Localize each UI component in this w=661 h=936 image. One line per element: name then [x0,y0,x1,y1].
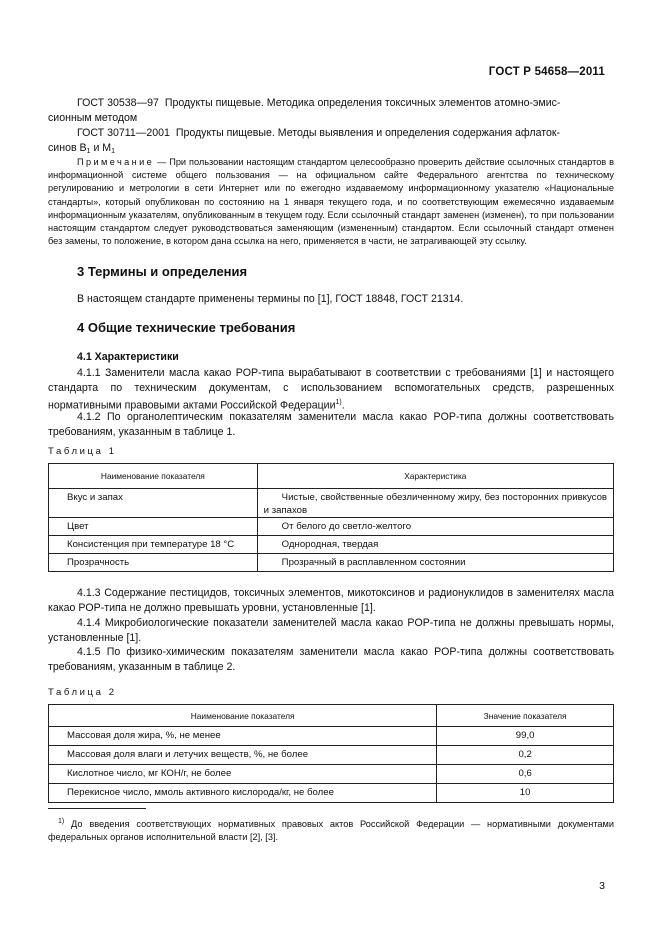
reference-title: Продукты пищевые. Методика определения токсичных элементов атомно-эмис- [164,97,561,109]
table-2-cell: Массовая доля влаги и летучих веществ, %, не более [49,746,437,765]
table-2-header-name: Наименование показателя [49,705,437,727]
subsection-4-1-heading: 4.1 Характеристики [77,351,179,363]
table-1-header-name: Наименование показателя [49,464,258,489]
table-2-value: 0,6 [437,765,614,784]
table-2-value: 10 [437,784,614,803]
paragraph-4-1-1 [48,366,614,413]
reference-title-cont-a: синов В [48,141,87,154]
note-label: Примечание [77,157,155,167]
table-1-cell: Цвет [49,518,258,536]
section-3-heading: 3 Термины и определения [77,264,248,279]
footnote-mark: 1) [58,818,65,825]
paragraph-4-1-1-text: 4.1.1 Заменители масла какао POP-типа вырабатывают в соответствии с требованиями [1] и настоящего стандарта по техническим документам, с использованием вспомогательных средств, разрешенных нормативными правовыми актами Российской Федерации [48,367,614,412]
table-1-header-characteristic: Характеристика [257,464,613,489]
table-1-cell: Прозрачность [49,554,258,572]
table-1-cell: От белого до светло-желтого [257,518,613,536]
paragraph-end: . [341,399,345,412]
table-2-value: 99,0 [437,727,614,746]
table-1 [48,463,614,572]
section-3-text: В настоящем стандарте применены термины по [1], ГОСТ 18848, ГОСТ 21314. [77,293,464,305]
subscript-b1: 1 [86,147,91,155]
footnote [48,815,614,844]
table-1-caption: Таблица 1 [48,446,117,457]
footnote-text: До введения соответствующих нормативных правовых актов Российской Федерации — нормативными документами федеральных органов исполнительной власти [2], [3]. [48,819,614,843]
table-1-cell: Консистенция при температуре 18 °С [49,536,258,554]
table-2-cell: Кислотное число, мг КОН/г, не более [49,765,437,784]
footnote-ref: 1) [335,398,342,406]
table-1-cell: Вкус и запах [49,489,258,518]
reference-title: Продукты пищевые. Методы выявления и определения содержания афлаток- [175,127,561,139]
page-number: 3 [599,880,605,892]
paragraph-4-1-2: 4.1.2 По органолептическим показателям заменители масла какао POP-типа должны соответствовать требованиям, указанным в таблице 1. [48,411,614,438]
table-2-value: 0,2 [437,746,614,765]
reference-code: ГОСТ 30538—97 [77,97,159,109]
table-2-cell: Перекисное число, ммоль активного кислорода/кг, не более [49,784,437,803]
footnote-separator [48,808,146,809]
reference-note [48,156,614,248]
section-4-heading: 4 Общие технические требования [77,320,296,335]
paragraph-4-1-4: 4.1.4 Микробиологические показатели заменителей масла какао POP-типа не должны превышать нормы, установленные [1]. [48,617,614,644]
subscript-m1: 1 [111,147,116,155]
reference-gost-30711 [48,126,614,160]
table-2 [48,704,614,803]
table-2-cell: Массовая доля жира, %, не менее [49,727,437,746]
table-1-cell: Однородная, твердая [257,536,613,554]
reference-gost-30538 [48,96,614,126]
table-1-cell [257,489,613,518]
reference-title-cont-b: и М [90,141,112,154]
reference-title-cont: сионным методом [48,111,138,124]
table-2-header-value: Значение показателя [437,705,614,727]
note-text: — При пользовании настоящим стандартом целесообразно проверить действие ссылочных стандартов в информационной системе общего пользования — на официальном сайте Федерального агентства по техническому регулированию и метрологии в сети Интернет или по ежегодно издаваемому информационному указателю «Национальные стандарты», который опубликован по состоянию на 1 января текущего года, и по соответствующим ежемесячно издаваемым информационным указателям, опубликованным в текущем году. Если ссылочный стандарт заменен (изменен), то при пользовании настоящим стандартом следует руководствоваться заменяющим (измененным) стандартом. Если ссылочный стандарт отменен без замены, то положение, в котором дана ссылка на него, применяется в части, не затрагивающей эту ссылку. [48,157,614,247]
table-1-cell-text: Чистые, свойственные обезличенному жиру, без посторонних привкусов и запахов [263,492,607,516]
paragraph-4-1-3: 4.1.3 Содержание пестицидов, токсичных элементов, микотоксинов и радионуклидов в заменителях масла какао POP-типа не должно превышать уровни, установленные [1]. [48,587,614,614]
table-2-caption: Таблица 2 [48,687,117,698]
document-id-header: ГОСТ Р 54658—2011 [488,66,605,78]
reference-code: ГОСТ 30711—2001 [77,127,170,139]
table-1-cell: Прозрачный в расплавленном состоянии [257,554,613,572]
paragraph-4-1-5: 4.1.5 По физико-химическим показателям заменители масла какао POP-типа должны соответствовать требованиям, указанным в таблице 2. [48,646,614,673]
